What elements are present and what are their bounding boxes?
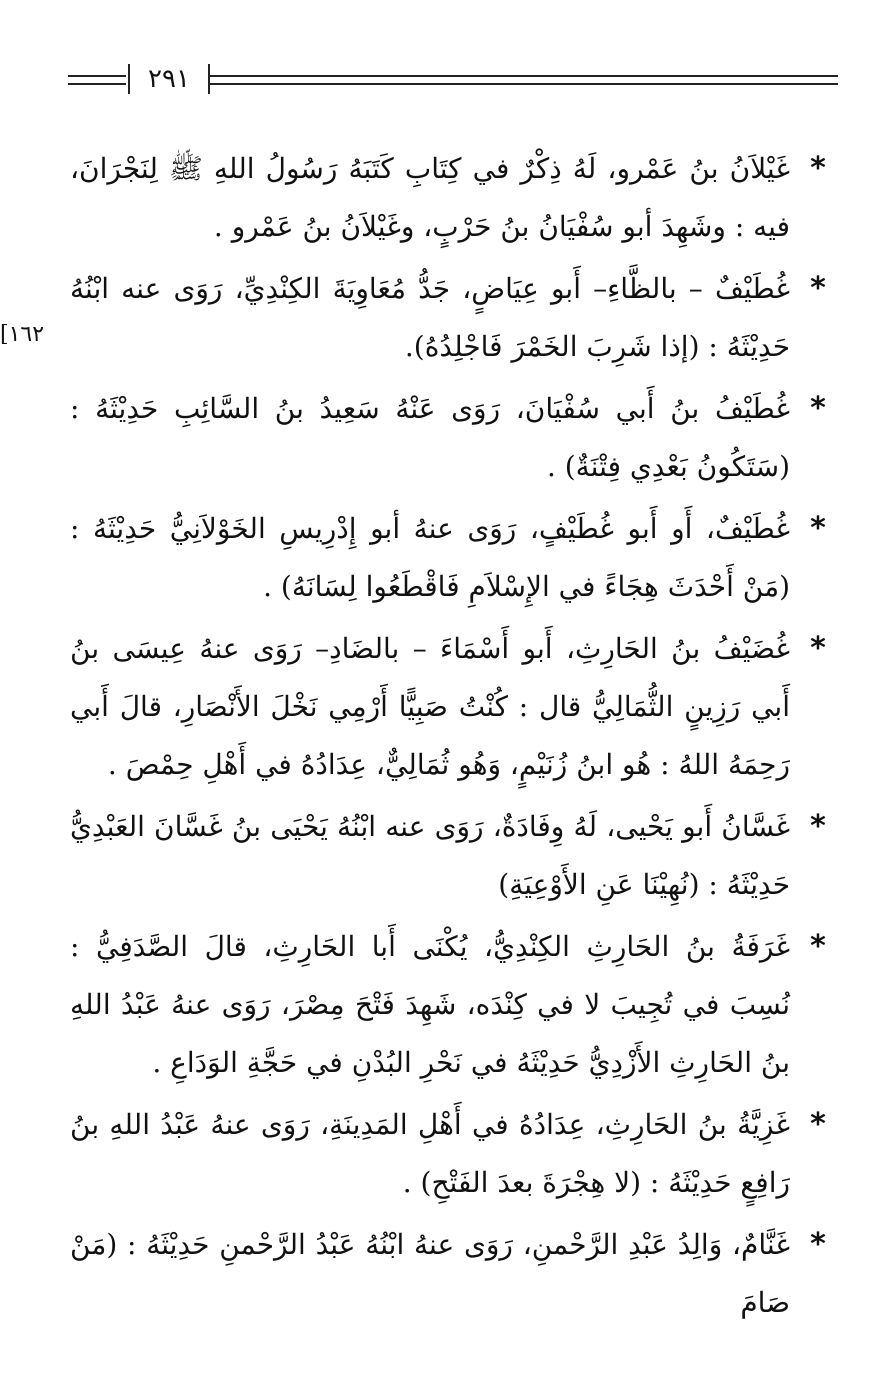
header-rule-right (210, 75, 838, 85)
entry-marker: * (810, 511, 826, 546)
margin-note: [١٦٢ (0, 322, 45, 347)
entry (70, 260, 838, 376)
entry-text: غُطَيْفٌ – بالظَّاءِ– أَبو عِيَاضٍ، جَدُّ مُعَاوِيَةَ الكِنْدِيِّ، رَوَى عنه ابْنُهُ حَدِيْثَهُ : (إذا شَرِبَ الخَمْرَ فَاجْلِدُهُ). (70, 272, 790, 363)
entry-marker: * (810, 809, 826, 844)
entry-text: غُضَيْفُ بنُ الحَارِثِ، أَبو أَسْمَاءَ – بالضَادِ– رَوَى عنهُ عِيسَى بنُ أَبي رَزِينٍ الثُّمَالِيُّ قال : كُنْتُ صَبِيًّا أَرْمِي نَخْلَ الأَنْصَارِ، قالَ أَبي رَحِمَهُ اللهُ : هُو ابنُ زُنَيْمٍ، وَهُو ثُمَالِيٌّ، عِدَادُهُ في أَهْلِ حِمْصَ . (70, 632, 790, 781)
entry-text: غُطَيْفُ بنُ أَبي سُفْيَانَ، رَوَى عَنْهُ سَعِيدُ بنُ السَّائِبِ حَدِيْثَهُ : (سَتَكُونُ بَعْدِي فِتْنَةٌ) . (70, 392, 790, 483)
entry-marker: * (810, 1227, 826, 1262)
entry (70, 380, 838, 496)
page-header (68, 62, 838, 102)
entry-text: غَنَّامٌ، وَالِدُ عَبْدِ الرَّحْمنِ، رَوَى عنهُ ابْنُهُ عَبْدُ الرَّحْمنِ حَدِيْثَهُ : (مَنْ صَامَ (70, 1228, 790, 1319)
entry (70, 620, 838, 794)
entry-text: غَرَفَةُ بنُ الحَارِثِ الكِنْدِيُّ، يُكْنَى أَبا الحَارِثِ، قالَ الصَّدَفِيُّ : نُسِبَ في تُجِيبَ لا في كِنْدَه، شَهِدَ فَتْحَ مِصْرَ، رَوَى عنهُ عَبْدُ اللهِ بنُ الحَارِثِ الأَزْدِيُّ حَدِيْثَهُ في نَحْرِ البُدْنِ في حَجَّةِ الوَدَاعِ . (70, 930, 790, 1079)
entry (70, 500, 838, 616)
entry-marker: * (810, 151, 826, 186)
entry-text: غَزِيَّةُ بنُ الحَارِثِ، عِدَادُهُ في أَهْلِ المَدِينَةِ، رَوَى عنهُ عَبْدُ اللهِ بنُ رَافِعٍ حَدِيْثَهُ : (لا هِجْرَةَ بعدَ الفَتْحِ) . (70, 1108, 790, 1199)
entry-list (70, 140, 838, 1336)
header-rule-left (68, 75, 126, 85)
entry-text: غَيْلاَنُ بنُ عَمْرو، لَهُ ذِكْرٌ في كِتَابِ كَتَبَهُ رَسُولُ اللهِ ﷺ لِنَجْرَانَ، فيه : وشَهِدَ أبو سُفْيَانُ بنُ حَرْبٍ، وغَيْلاَنُ بنُ عَمْرو . (70, 152, 790, 243)
page-number: ٢٩١ (148, 64, 190, 94)
entry-text: غَسَّانُ أَبو يَحْيى، لَهُ وِفَادَةٌ، رَوَى عنه ابْنُهُ يَحْيَى بنُ غَسَّانَ العَبْدِيُّ حَدِيْثَهُ : (نُهِيْنَا عَنِ الأَوْعِيَةِ) (70, 810, 790, 901)
entry (70, 918, 838, 1092)
entry (70, 798, 838, 914)
entry-marker: * (810, 929, 826, 964)
entry (70, 140, 838, 256)
entry-marker: * (810, 631, 826, 666)
entry-marker: * (810, 1107, 826, 1142)
entry-marker: * (810, 271, 826, 306)
entry-text: غُطَيْفٌ، أَو أَبو غُطَيْفٍ، رَوَى عنهُ أبو إِدْرِيسِ الخَوْلاَنِيُّ حَدِيْثَهُ : (مَنْ أَحْدَثَ هِجَاءً في الإِسْلاَمِ فَاقْطَعُوا لِسَانَهُ) . (70, 512, 790, 603)
entry (70, 1096, 838, 1212)
entry-marker: * (810, 391, 826, 426)
entry (70, 1216, 838, 1332)
